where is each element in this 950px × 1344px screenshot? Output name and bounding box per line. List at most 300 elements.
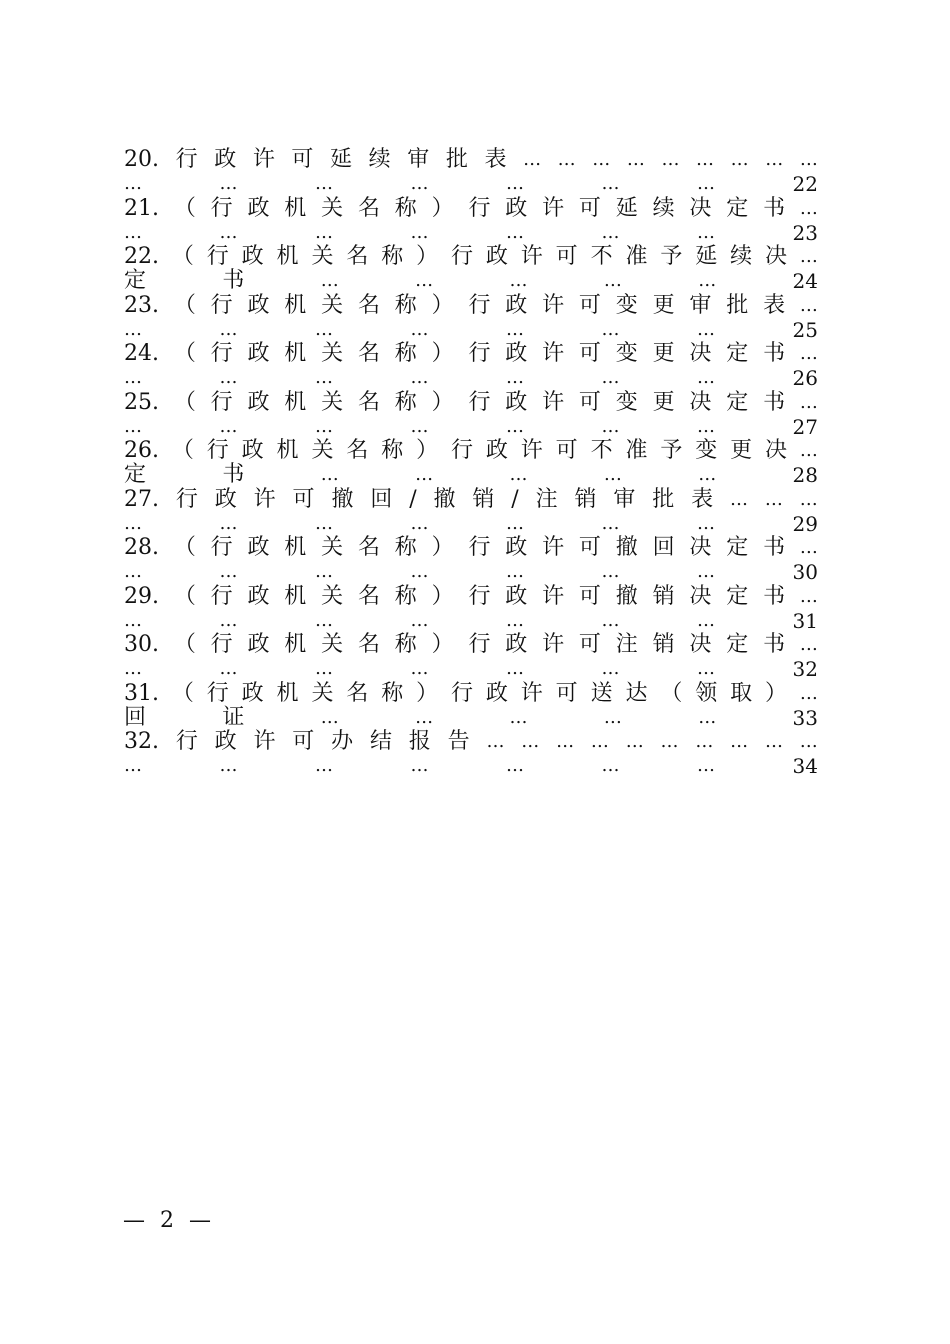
toc-title-glyph: 机 [284, 583, 307, 609]
toc-title-glyph: 机 [284, 195, 307, 221]
toc-title-glyph: 变 [615, 341, 638, 366]
toc-title-glyph: 名 [346, 244, 369, 269]
toc-title-glyph: 告 [447, 729, 470, 754]
toc-page-number: 34 [792, 754, 818, 778]
toc-leader-dots: … [698, 464, 717, 485]
toc-leader-dots: … [799, 440, 818, 461]
toc-title-glyph: ） [431, 632, 454, 657]
toc-title-glyph: 机 [276, 244, 299, 269]
toc-title-glyph: 可 [578, 583, 601, 609]
toc-page-number: 22 [792, 172, 818, 196]
toc-leader-dots: … [219, 512, 238, 534]
toc-title-glyph: 许 [542, 535, 565, 560]
toc-title-glyph: 更 [652, 389, 675, 415]
toc-title-glyph: 名 [357, 292, 380, 318]
toc-leader-dots: … [486, 731, 505, 752]
toc-entry[interactable] [124, 439, 818, 488]
toc-title-glyph: 关 [321, 632, 344, 657]
toc-leader-dots: … [315, 221, 333, 243]
toc-title-glyph: 政 [247, 535, 270, 560]
toc-title-glyph: 书 [222, 268, 245, 293]
toc-leader-dots: … [415, 464, 434, 485]
toc-title-glyph: 名 [357, 341, 380, 366]
toc-entry[interactable] [124, 148, 818, 197]
toc-leader-dots: … [697, 318, 715, 340]
toc-page-number: 31 [792, 608, 818, 633]
toc-leader-dots: … [799, 634, 818, 655]
toc-title-glyph: 定 [124, 268, 147, 293]
toc-title-glyph: 撤 [331, 486, 354, 512]
toc-title-glyph: 可 [555, 680, 578, 706]
toc-leader-dots: … [124, 658, 142, 679]
toc-title-glyph: 变 [695, 438, 718, 463]
toc-entry[interactable] [124, 585, 818, 634]
toc-title-glyph: 行 [468, 389, 491, 415]
toc-title-glyph: ） [416, 680, 439, 706]
toc-leader-dots: … [799, 149, 818, 170]
toc-leader-dots: … [315, 609, 333, 631]
toc-title-glyph: 决 [689, 535, 712, 560]
toc-leader-dots: … [697, 367, 715, 388]
toc-title-glyph: 回 [370, 486, 393, 512]
toc-entry[interactable] [124, 245, 818, 294]
toc-title-glyph: 决 [765, 438, 788, 463]
toc-entry[interactable] [124, 294, 818, 343]
toc-title-glyph: 达 [625, 680, 648, 706]
toc-leader-dots: … [124, 367, 142, 388]
toc-title-glyph: 书 [763, 341, 786, 366]
toc-title-glyph: ） [431, 195, 454, 221]
toc-leader-dots: … [506, 367, 524, 388]
toc-leader-dots: … [410, 221, 429, 243]
toc-title-glyph: 定 [726, 632, 749, 657]
toc-title-glyph: / [409, 486, 417, 512]
toc-leader-dots: … [320, 706, 339, 728]
toc-leader-dots: … [601, 658, 620, 679]
toc-entry-number: 32. [124, 729, 159, 754]
toc-title-glyph: 定 [726, 389, 749, 415]
toc-title-glyph: 关 [321, 292, 344, 318]
toc-title-glyph: 可 [555, 438, 578, 463]
toc-title-glyph: 可 [578, 195, 601, 221]
toc-leader-dots: … [315, 367, 333, 388]
toc-leader-dots: … [315, 415, 333, 437]
toc-title-glyph: 政 [247, 583, 270, 609]
toc-title-glyph: 行 [210, 292, 233, 318]
toc-title-glyph: 销 [574, 486, 597, 512]
toc-page-number: 33 [792, 705, 818, 730]
toc-leader-dots: … [219, 415, 238, 437]
toc-title-glyph: 政 [505, 389, 528, 415]
toc-title-glyph: 批 [726, 292, 749, 318]
toc-title-glyph: （ [171, 438, 194, 463]
toc-title-glyph: 行 [175, 729, 198, 754]
toc-page-number: 29 [792, 511, 818, 536]
toc-leader-dots: … [799, 343, 818, 364]
toc-entry[interactable] [124, 197, 818, 246]
toc-leader-dots: … [124, 609, 142, 631]
toc-leader-dots: … [799, 537, 818, 558]
toc-entry[interactable] [124, 730, 818, 779]
toc-title-glyph: 撤 [615, 583, 638, 609]
toc-leader-dots: … [219, 318, 238, 340]
table-of-contents [124, 148, 818, 779]
toc-leader-dots: … [219, 173, 238, 194]
toc-title-glyph: 决 [689, 195, 712, 221]
toc-leader-dots: … [219, 755, 238, 776]
toc-leader-dots: … [506, 658, 524, 679]
toc-title-glyph: ） [431, 583, 454, 609]
toc-title-glyph: 决 [689, 341, 712, 366]
toc-leader-dots: … [124, 318, 142, 340]
toc-leader-dots: … [509, 464, 528, 485]
toc-leader-dots: … [799, 682, 818, 704]
toc-title-glyph: 关 [311, 680, 334, 706]
toc-leader-dots: … [415, 270, 434, 291]
toc-title-glyph: 定 [124, 462, 147, 487]
toc-title-glyph: 注 [535, 486, 558, 512]
toc-title-glyph: 机 [276, 438, 299, 463]
toc-title-glyph: 政 [241, 680, 264, 706]
toc-title-glyph: 行 [210, 632, 233, 657]
toc-leader-dots: … [506, 609, 524, 631]
toc-title-glyph: 许 [252, 147, 275, 172]
toc-title-glyph: 关 [311, 438, 334, 463]
toc-title-glyph: 可 [578, 341, 601, 366]
toc-title-glyph: 可 [292, 729, 315, 754]
toc-leader-dots: … [799, 488, 818, 510]
toc-title-glyph: 许 [542, 632, 565, 657]
toc-title-glyph: 政 [241, 438, 264, 463]
toc-title-glyph: 准 [625, 438, 648, 463]
toc-entry[interactable] [124, 536, 818, 585]
toc-entry-number: 31. [124, 680, 159, 706]
toc-entry-number: 20. [124, 147, 159, 172]
toc-title-glyph: （ [173, 292, 196, 318]
toc-entry-number: 24. [124, 341, 159, 366]
toc-title-glyph: 行 [468, 292, 491, 318]
toc-title-glyph: （ [173, 195, 196, 221]
toc-leader-dots: … [601, 318, 620, 340]
toc-title-glyph: 机 [284, 341, 307, 366]
toc-title-glyph: （ [173, 632, 196, 657]
toc-entry-number: 22. [124, 244, 159, 269]
toc-leader-dots: … [592, 149, 611, 170]
toc-title-glyph: 称 [394, 632, 417, 657]
toc-title-glyph: 行 [468, 583, 491, 609]
toc-title-glyph: 行 [468, 535, 491, 560]
toc-title-glyph: 批 [445, 147, 468, 172]
toc-title-glyph: 销 [472, 486, 495, 512]
toc-leader-dots: … [320, 270, 339, 291]
toc-title-glyph: 定 [726, 341, 749, 366]
toc-leader-dots: … [603, 464, 622, 485]
toc-title-glyph: 领 [695, 680, 718, 706]
toc-entry[interactable] [124, 488, 818, 537]
toc-title-glyph: （ [171, 244, 194, 269]
toc-leader-dots: … [509, 270, 528, 291]
toc-title-glyph: 证 [222, 704, 245, 730]
toc-title-glyph: 关 [321, 535, 344, 560]
toc-title-glyph: 许 [542, 389, 565, 415]
toc-leader-dots: … [315, 561, 333, 582]
toc-title-glyph: 予 [660, 244, 683, 269]
toc-leader-dots: … [601, 609, 620, 631]
toc-leader-dots: … [506, 415, 524, 437]
toc-entry-number: 21. [124, 195, 159, 221]
toc-title-glyph: 许 [542, 341, 565, 366]
toc-leader-dots: … [506, 755, 524, 776]
toc-leader-dots: … [410, 658, 429, 679]
toc-leader-dots: … [557, 149, 576, 170]
toc-title-glyph: 政 [485, 680, 508, 706]
toc-leader-dots: … [219, 658, 238, 679]
toc-entry[interactable] [124, 682, 818, 731]
toc-leader-dots: … [410, 609, 429, 631]
toc-leader-dots: … [696, 149, 715, 170]
toc-title-glyph: 政 [505, 195, 528, 221]
toc-leader-dots: … [799, 585, 818, 607]
toc-title-glyph: 变 [615, 292, 638, 318]
toc-title-glyph: 更 [652, 292, 675, 318]
toc-leader-dots: … [661, 149, 680, 170]
toc-leader-dots: … [521, 731, 540, 752]
toc-leader-dots: … [697, 561, 715, 582]
toc-title-glyph: 批 [652, 486, 675, 512]
toc-title-glyph: 称 [394, 195, 417, 221]
toc-title-glyph: 不 [590, 438, 613, 463]
toc-title-glyph: 行 [451, 244, 474, 269]
toc-title-glyph: 更 [730, 438, 753, 463]
toc-title-glyph: 续 [730, 244, 753, 269]
toc-leader-dots: … [697, 658, 715, 679]
toc-title-glyph: 审 [689, 292, 712, 318]
toc-leader-dots: … [506, 173, 524, 194]
toc-leader-dots: … [698, 270, 717, 291]
toc-title-glyph: 可 [578, 632, 601, 657]
toc-title-glyph: 许 [542, 195, 565, 221]
toc-title-glyph: 可 [291, 147, 314, 172]
toc-title-glyph: 名 [357, 535, 380, 560]
toc-title-glyph: （ [173, 341, 196, 366]
toc-title-glyph: 延 [615, 195, 638, 221]
toc-leader-dots: … [697, 173, 715, 194]
toc-leader-dots: … [603, 270, 622, 291]
toc-leader-dots: … [730, 488, 749, 510]
toc-title-glyph: 关 [321, 341, 344, 366]
toc-leader-dots: … [730, 149, 749, 170]
toc-leader-dots: … [603, 706, 622, 728]
toc-leader-dots: … [506, 318, 524, 340]
toc-title-glyph: 审 [613, 486, 636, 512]
toc-leader-dots: … [764, 731, 783, 752]
toc-title-glyph: 名 [357, 632, 380, 657]
toc-leader-dots: … [219, 609, 238, 631]
toc-entry-number: 28. [124, 535, 159, 560]
toc-entry[interactable] [124, 391, 818, 440]
toc-title-glyph: 名 [357, 195, 380, 221]
toc-leader-dots: … [601, 561, 620, 582]
toc-leader-dots: … [601, 415, 620, 437]
toc-title-glyph: （ [660, 680, 683, 706]
toc-title-glyph: ） [431, 292, 454, 318]
toc-title-glyph: 称 [381, 680, 404, 706]
toc-leader-dots: … [410, 318, 429, 340]
toc-title-glyph: 定 [726, 195, 749, 221]
toc-leader-dots: … [695, 731, 714, 752]
toc-title-glyph: 行 [175, 486, 198, 512]
toc-title-glyph: 审 [407, 147, 430, 172]
toc-title-glyph: 行 [468, 632, 491, 657]
toc-title-glyph: 许 [542, 583, 565, 609]
toc-title-glyph: 销 [652, 632, 675, 657]
toc-title-glyph: 决 [689, 389, 712, 415]
toc-leader-dots: … [410, 755, 429, 776]
toc-title-glyph: （ [173, 535, 196, 560]
toc-title-glyph: 书 [763, 389, 786, 415]
toc-leader-dots: … [590, 731, 609, 752]
toc-page-number: 25 [792, 317, 818, 342]
toc-leader-dots: … [124, 561, 142, 582]
toc-title-glyph: 销 [652, 583, 675, 609]
toc-leader-dots: … [219, 367, 238, 388]
toc-leader-dots: … [799, 731, 818, 752]
toc-leader-dots: … [509, 706, 528, 728]
toc-title-glyph: 许 [520, 438, 543, 463]
toc-title-glyph: 可 [292, 486, 315, 512]
toc-title-glyph: 机 [284, 535, 307, 560]
toc-leader-dots: … [764, 488, 783, 510]
toc-title-glyph: 予 [660, 438, 683, 463]
toc-title-glyph: 政 [247, 389, 270, 415]
toc-title-glyph: 可 [578, 389, 601, 415]
toc-title-glyph: 更 [652, 341, 675, 366]
toc-title-glyph: ） [416, 244, 439, 269]
toc-title-glyph: 定 [726, 535, 749, 560]
toc-title-glyph: 书 [763, 632, 786, 657]
toc-leader-dots: … [315, 755, 333, 776]
toc-title-glyph: 政 [485, 438, 508, 463]
toc-title-glyph: 可 [555, 244, 578, 269]
toc-title-glyph: 许 [542, 292, 565, 318]
toc-leader-dots: … [601, 367, 620, 388]
toc-leader-dots: … [730, 731, 749, 752]
toc-leader-dots: … [626, 149, 645, 170]
toc-title-glyph: 回 [124, 704, 147, 730]
toc-leader-dots: … [410, 512, 429, 534]
toc-title-glyph: 关 [321, 195, 344, 221]
toc-title-glyph: 书 [763, 535, 786, 560]
toc-title-glyph: / [511, 486, 519, 512]
toc-leader-dots: … [506, 221, 524, 243]
toc-title-glyph: 撤 [615, 535, 638, 560]
toc-title-glyph: 送 [590, 680, 613, 706]
toc-entry-number: 26. [124, 438, 159, 463]
toc-title-glyph: 机 [284, 632, 307, 657]
toc-title-glyph: 称 [381, 244, 404, 269]
toc-page-number: 26 [792, 366, 818, 390]
toc-leader-dots: … [219, 561, 238, 582]
toc-entry[interactable] [124, 342, 818, 391]
toc-title-glyph: 政 [241, 244, 264, 269]
toc-title-glyph: 书 [222, 462, 245, 487]
toc-title-glyph: 政 [247, 341, 270, 366]
toc-title-glyph: 可 [578, 292, 601, 318]
toc-entry[interactable] [124, 633, 818, 682]
toc-title-glyph: 不 [590, 244, 613, 269]
toc-title-glyph: 定 [726, 583, 749, 609]
toc-title-glyph: 称 [394, 583, 417, 609]
toc-entry-number: 27. [124, 486, 159, 512]
toc-entry-number: 25. [124, 389, 159, 415]
toc-leader-dots: … [124, 173, 142, 194]
toc-title-glyph: 行 [206, 244, 229, 269]
toc-title-glyph: 行 [210, 341, 233, 366]
toc-title-glyph: 延 [695, 244, 718, 269]
toc-title-glyph: 关 [321, 389, 344, 415]
toc-title-glyph: 取 [730, 680, 753, 706]
toc-title-glyph: 政 [485, 244, 508, 269]
toc-title-glyph: 称 [394, 341, 417, 366]
toc-title-glyph: 表 [691, 486, 714, 512]
toc-title-glyph: 称 [381, 438, 404, 463]
toc-title-glyph: 结 [369, 729, 392, 754]
toc-title-glyph: 撤 [433, 486, 456, 512]
toc-title-glyph: 名 [357, 389, 380, 415]
toc-title-glyph: 关 [311, 244, 334, 269]
toc-title-glyph: 书 [763, 195, 786, 221]
toc-leader-dots: … [124, 415, 142, 437]
toc-title-glyph: 许 [253, 486, 276, 512]
toc-leader-dots: … [219, 221, 238, 243]
toc-leader-dots: … [124, 512, 142, 534]
toc-leader-dots: … [410, 367, 429, 388]
toc-title-glyph: 名 [346, 438, 369, 463]
toc-entry-number: 29. [124, 583, 159, 609]
toc-title-glyph: ） [416, 438, 439, 463]
toc-leader-dots: … [697, 415, 715, 437]
toc-title-glyph: （ [173, 389, 196, 415]
toc-leader-dots: … [410, 173, 429, 194]
toc-leader-dots: … [697, 221, 715, 243]
toc-title-glyph: 政 [505, 292, 528, 318]
toc-leader-dots: … [698, 706, 717, 728]
toc-title-glyph: 书 [763, 583, 786, 609]
toc-leader-dots: … [124, 755, 142, 776]
toc-title-glyph: 行 [210, 195, 233, 221]
toc-title-glyph: 政 [505, 341, 528, 366]
toc-title-glyph: （ [171, 680, 194, 706]
toc-entry-number: 23. [124, 292, 159, 318]
toc-title-glyph: 行 [451, 438, 474, 463]
toc-leader-dots: … [601, 755, 620, 776]
toc-title-glyph: 关 [321, 583, 344, 609]
toc-leader-dots: … [556, 731, 575, 752]
toc-title-glyph: 变 [615, 389, 638, 415]
toc-title-glyph: 许 [520, 244, 543, 269]
toc-title-glyph: 称 [394, 535, 417, 560]
toc-title-glyph: 表 [484, 147, 507, 172]
toc-title-glyph: 名 [357, 583, 380, 609]
toc-title-glyph: 决 [689, 583, 712, 609]
toc-title-glyph: 许 [253, 729, 276, 754]
toc-title-glyph: 续 [368, 147, 391, 172]
toc-title-glyph: 政 [247, 632, 270, 657]
toc-title-glyph: 决 [689, 632, 712, 657]
toc-title-glyph: 行 [468, 195, 491, 221]
toc-title-glyph: 决 [765, 244, 788, 269]
toc-leader-dots: … [506, 561, 524, 582]
